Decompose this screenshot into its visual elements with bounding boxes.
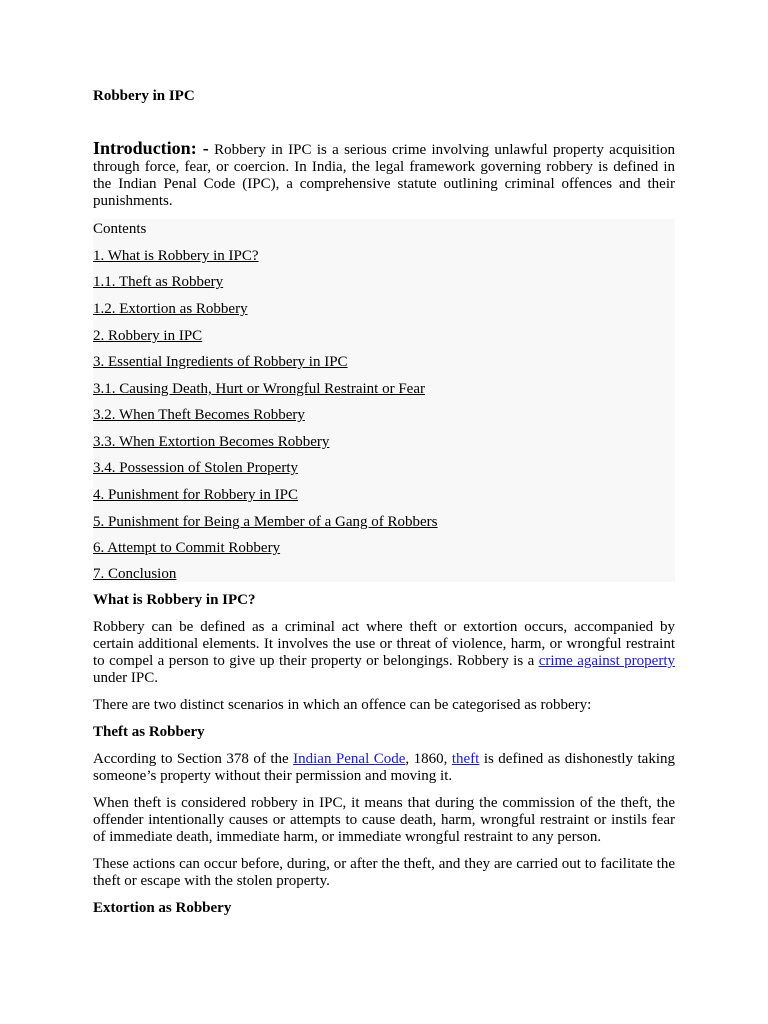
toc-link-what-is-robbery[interactable]: 1. What is Robbery in IPC? (93, 248, 259, 264)
toc-link-gang-of-robbers[interactable]: 5. Punishment for Being a Member of a Gang of Robbers (93, 514, 438, 530)
table-of-contents (93, 219, 675, 582)
toc-heading: Contents (93, 221, 147, 237)
article-body (93, 592, 675, 927)
paragraph: When theft is considered robbery in IPC, it means that during the commission of the theft, the offender intentionally causes or attempts to cause death, harm, wrongful restraint or instils fear of immediate death, immediate harm, or immediate wrongful restraint to any person. (93, 795, 675, 845)
indian-penal-code-link[interactable]: Indian Penal Code (293, 751, 406, 767)
paragraph-text: , 1860, (405, 751, 452, 767)
paragraph-text: Robbery can be defined as a criminal act where theft or extortion occurs, accompanied by certain additional elements. It involves the use or threat of violence, harm, or wrongful restraint to compel a person to give up their property or belongings. Robbery is a (93, 619, 675, 669)
paragraph: There are two distinct scenarios in which an offence can be categorised as robbery: (93, 697, 592, 713)
toc-link-punishment-for-robbery[interactable]: 4. Punishment for Robbery in IPC (93, 487, 298, 503)
toc-link-attempt-to-commit-robbery[interactable]: 6. Attempt to Commit Robbery (93, 540, 281, 556)
toc-link-essential-ingredients[interactable]: 3. Essential Ingredients of Robbery in IPC (93, 354, 348, 370)
introduction-text: Robbery in IPC is a serious crime involving unlawful property acquisition through force, fear, or coercion. In India, the legal framework governing robbery is defined in the Indian Penal Code (IPC), a comprehensive statute outlining criminal offences and their punishments. (93, 142, 675, 209)
toc-link-when-theft-becomes-robbery[interactable]: 3.2. When Theft Becomes Robbery (93, 407, 305, 423)
section-heading-extortion-as-robbery: Extortion as Robbery (93, 900, 232, 916)
section-heading-theft-as-robbery: Theft as Robbery (93, 724, 205, 740)
paragraph-text: under IPC. (93, 670, 158, 686)
theft-link[interactable]: theft (451, 751, 480, 767)
toc-link-causing-death-hurt[interactable]: 3.1. Causing Death, Hurt or Wrongful Restraint or Fear (93, 381, 425, 397)
toc-link-when-extortion-becomes-robbery[interactable]: 3.3. When Extortion Becomes Robbery (93, 434, 330, 450)
document-title: Robbery in IPC (93, 88, 195, 104)
crime-against-property-link[interactable]: crime against property (538, 653, 675, 669)
toc-link-theft-as-robbery[interactable]: 1.1. Theft as Robbery (93, 274, 224, 290)
section-heading-what-is-robbery: What is Robbery in IPC? (93, 592, 256, 608)
toc-link-extortion-as-robbery[interactable]: 1.2. Extortion as Robbery (93, 301, 248, 317)
paragraph-text: According to Section 378 of the (93, 751, 294, 767)
introduction-paragraph (93, 140, 675, 210)
toc-link-possession-of-stolen-property[interactable]: 3.4. Possession of Stolen Property (93, 460, 299, 476)
introduction-label: Introduction: - (93, 138, 209, 158)
paragraph: These actions can occur before, during, or after the theft, and they are carried out to facilitate the theft or escape with the stolen property. (93, 856, 675, 889)
paragraph (93, 751, 675, 785)
toc-link-conclusion[interactable]: 7. Conclusion (93, 566, 177, 582)
toc-link-robbery-in-ipc[interactable]: 2. Robbery in IPC (93, 328, 203, 344)
paragraph-text: is defined as dishonestly taking someone’s property without their permission and moving it. (93, 751, 676, 784)
paragraph (93, 619, 675, 687)
